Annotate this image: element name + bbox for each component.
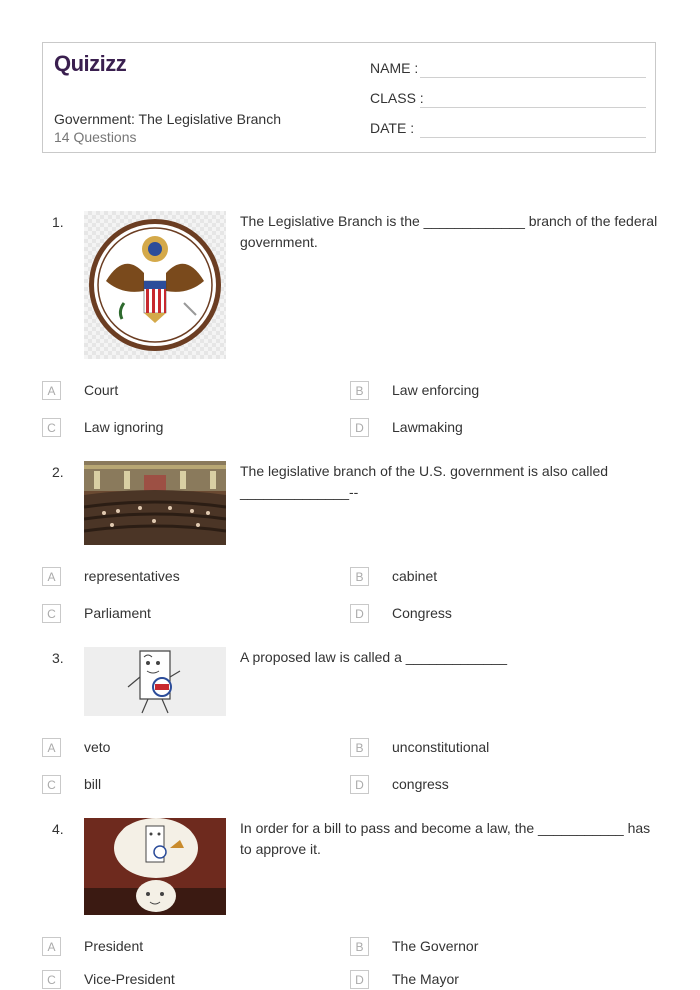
option-text: Law ignoring [84, 419, 164, 435]
quizizz-logo: Quizizz [54, 51, 127, 76]
worksheet-title: Government: The Legislative Branch [54, 111, 281, 127]
option-letter: C [42, 418, 61, 437]
option-letter: C [42, 970, 61, 989]
option-letter: B [350, 937, 369, 956]
option-text: Court [84, 382, 119, 398]
question-number: 3. [52, 650, 64, 666]
great-seal-icon [84, 211, 226, 359]
option-letter: B [350, 381, 369, 400]
option-letter: C [42, 775, 61, 794]
option-letter: D [350, 604, 369, 623]
option-text: Vice-President [84, 971, 175, 987]
bill-cartoon-icon [84, 647, 226, 716]
option-text: cabinet [392, 568, 438, 584]
option-text: Law enforcing [392, 382, 480, 398]
option-text: Congress [392, 605, 452, 621]
question-text: In order for a bill to pass and become a law, the ___________ has to approve it. [240, 820, 651, 857]
option-text: congress [392, 776, 449, 792]
date-field [370, 120, 414, 136]
question-number: 1. [52, 214, 64, 230]
question-count: 14 Questions [54, 129, 137, 145]
option-letter: C [42, 604, 61, 623]
bill-cartoon-image [84, 647, 226, 716]
date-label: DATE : [370, 120, 415, 136]
option-text: Parliament [84, 605, 151, 621]
option-text: The Governor [392, 938, 479, 954]
congress-chamber-image [84, 461, 226, 545]
question-text: The Legislative Branch is the _____________ branch of the federal government. [240, 213, 658, 250]
option-text: Lawmaking [392, 419, 463, 435]
date-line [420, 137, 646, 138]
question-number: 4. [52, 821, 64, 837]
option-text: The Mayor [392, 971, 459, 987]
class-field [370, 90, 424, 106]
option-letter: B [350, 738, 369, 757]
option-text: bill [84, 776, 102, 792]
option-letter: B [350, 567, 369, 586]
option-letter: D [350, 775, 369, 794]
option-letter: A [42, 937, 61, 956]
option-text: President [84, 938, 144, 954]
question-number: 2. [52, 464, 64, 480]
option-letter: A [42, 567, 61, 586]
name-label: NAME : [370, 60, 419, 76]
option-text: representatives [84, 568, 180, 584]
chamber-icon [84, 461, 226, 545]
option-letter: D [350, 418, 369, 437]
option-letter: A [42, 738, 61, 757]
option-letter: D [350, 970, 369, 989]
option-text: veto [84, 739, 111, 755]
option-text: unconstitutional [392, 739, 490, 755]
bill-thinking-cartoon-image [84, 818, 226, 915]
class-label: CLASS : [370, 90, 424, 106]
option-letter: A [42, 381, 61, 400]
name-line [420, 77, 646, 78]
question-text: The legislative branch of the U.S. government is also called ______________-- [240, 463, 609, 500]
class-line [420, 107, 646, 108]
question-text: A proposed law is called a _____________ [240, 649, 507, 665]
worksheet-header [42, 42, 656, 153]
bill-thinking-icon [84, 818, 226, 915]
name-field [370, 60, 418, 76]
great-seal-image [84, 211, 226, 359]
